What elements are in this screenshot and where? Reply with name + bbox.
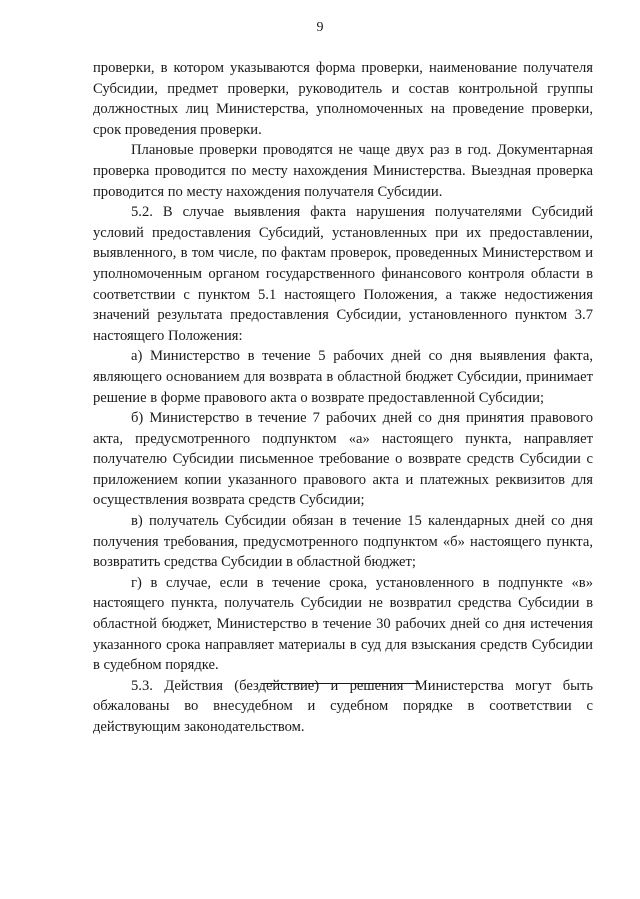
paragraph-5-2-a: а) Министерство в течение 5 рабочих дней со дня выявления факта, являющего основанием для возврата в областной бюджет Субсидии, принимает решение в форме правового акта о возврате предоставленной Субсидии; [93, 348, 593, 406]
paragraph-continuation: проверки, в котором указываются форма проверки, наименование получателя Субсидии, предмет проверки, руководитель и состав контрольной группы должностных лиц Министерства, уполномоченных на проведение проверки, срок проведения проверки. [93, 60, 593, 138]
document-body [93, 58, 593, 738]
end-of-document-rule [262, 683, 420, 684]
paragraph-5-2-g: г) в случае, если в течение срока, установленного в подпункте «в» настоящего пункта, получатель Субсидии не возвратил средства Субсидии в областной бюджет, Министерство в течение 30 рабочих дней со дня истечения указанного срока направляет материалы в суд для взыскания средств Субсидии в судебном порядке. [93, 574, 593, 674]
paragraph-5-2-b: б) Министерство в течение 7 рабочих дней со дня принятия правового акта, предусмотренного подпунктом «а» настоящего пункта, направляет получателю Субсидии письменное требование о возврате средств Субсидии с приложением копии указанного правового акта и платежных реквизитов для осуществления возврата средств Субсидии; [93, 410, 593, 509]
paragraph-planned-inspections: Плановые проверки проводятся не чаще двух раз в год. Документарная проверка проводится по месту нахождения Министерства. Выездная проверка проводится по месту нахождения получателя Субсидии. [93, 142, 593, 200]
page-number: 9 [316, 20, 324, 35]
paragraph-5-2-v: в) получатель Субсидии обязан в течение 15 календарных дней со дня получения требования, предусмотренного подпунктом «б» настоящего пункта, возвратить средства Субсидии в областной бюджет; [93, 513, 593, 571]
paragraph-5-2: 5.2. В случае выявления факта нарушения получателями Субсидий условий предоставления Субсидий, установленных при их предоставлении, выявленного, в том числе, по фактам проверок, проведенных Министерством и уполномоченным органом государственного финансового контроля области в соответствии с пунктом 5.1 настоящего Положения, а также недостижения значений результата предоставления Субсидии, установленного пунктом 3.7 настоящего Положения: [93, 204, 593, 344]
paragraph-5-3: 5.3. Действия (бездействие) и решения Министерства могут быть обжалованы во внесудебном и судебном порядке в соответствии с действующим законодательством. [93, 677, 593, 735]
